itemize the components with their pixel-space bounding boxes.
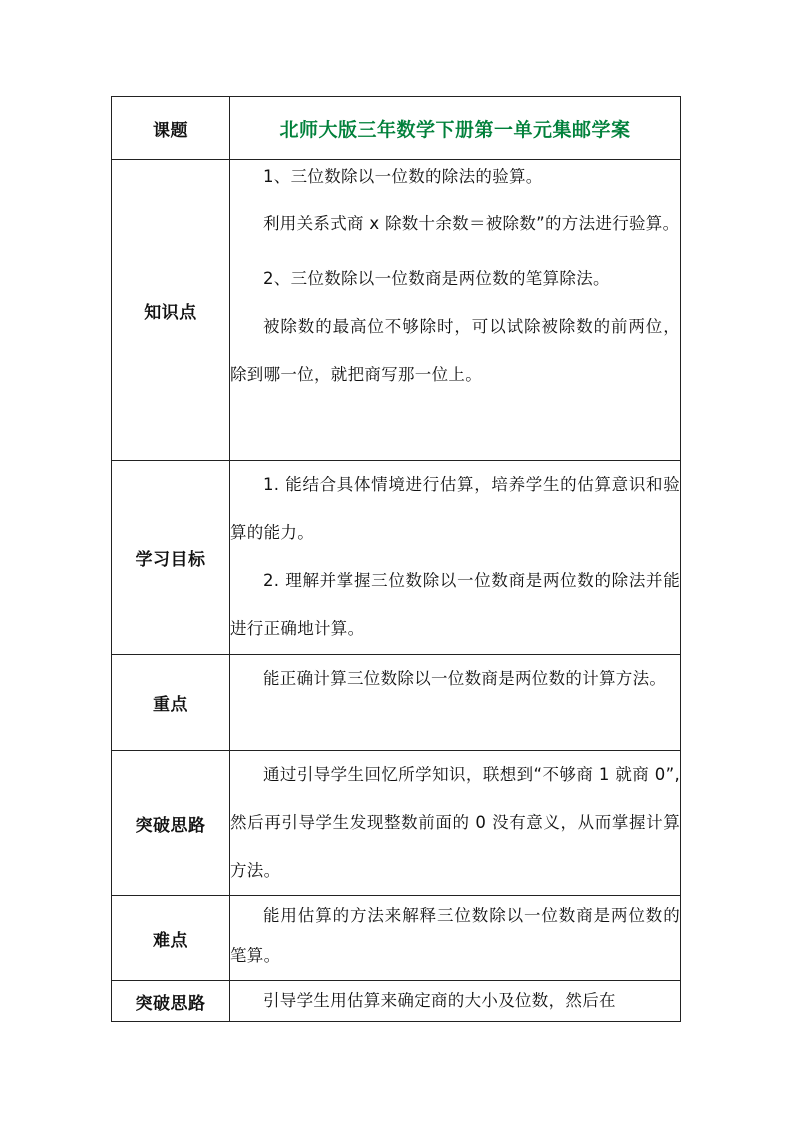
approach-1-text: 通过引导学生回忆所学知识，联想到“不够商 1 就商 0”, 然后再引导学生发现整数前面的 0 没有意义，从而掌握计算方法。 — [230, 765, 680, 880]
difficulty-text: 能用估算的方法来解释三位数除以一位数商是两位数的笔算。 — [230, 906, 680, 965]
knowledge-paragraph-1: 1、三位数除以一位数的除法的验算。 — [263, 167, 543, 186]
key-point-text: 能正确计算三位数除以一位数商是两位数的计算方法。 — [263, 669, 667, 688]
table-row-key-point — [112, 655, 681, 751]
lesson-title: 北师大版三年数学下册第一单元集邮学案 — [279, 118, 631, 141]
key-point-cell — [230, 655, 681, 751]
title-cell — [230, 97, 681, 160]
approach-2-text: 引导学生用估算来确定商的大小及位数，然后在 — [263, 991, 616, 1010]
goals-label: 学习目标 — [112, 461, 230, 655]
table-row-knowledge — [112, 160, 681, 461]
knowledge-paragraph-3: 2、三位数除以一位数商是两位数的笔算除法。 — [263, 269, 610, 288]
table-row-approach-2 — [112, 981, 681, 1022]
goals-cell — [230, 461, 681, 655]
title-label: 课题 — [112, 97, 230, 160]
difficulty-cell — [230, 896, 681, 981]
table-row-approach-1 — [112, 751, 681, 896]
knowledge-label: 知识点 — [112, 160, 230, 461]
knowledge-paragraph-4: 被除数的最高位不够除时，可以试除被除数的前两位，除到哪一位，就把商写那一位上。 — [230, 317, 680, 384]
table-row-title — [112, 97, 681, 160]
goals-paragraph-2: 2. 理解并掌握三位数除以一位数商是两位数的除法并能进行正确地计算。 — [230, 571, 680, 638]
lesson-plan-sheet — [111, 96, 681, 1022]
knowledge-cell — [230, 160, 681, 461]
goals-paragraph-1: 1. 能结合具体情境进行估算，培养学生的估算意识和验算的能力。 — [230, 475, 680, 542]
table-row-goals — [112, 461, 681, 655]
difficulty-label: 难点 — [112, 896, 230, 981]
table-row-difficulty — [112, 896, 681, 981]
knowledge-paragraph-2: 利用关系式商 x 除数十余数＝被除数”的方法进行验算。 — [263, 214, 680, 233]
approach-1-cell — [230, 751, 681, 896]
lesson-plan-table — [111, 96, 681, 1022]
key-point-label: 重点 — [112, 655, 230, 751]
approach-2-label: 突破思路 — [112, 981, 230, 1022]
approach-2-cell — [230, 981, 681, 1022]
approach-1-label: 突破思路 — [112, 751, 230, 896]
